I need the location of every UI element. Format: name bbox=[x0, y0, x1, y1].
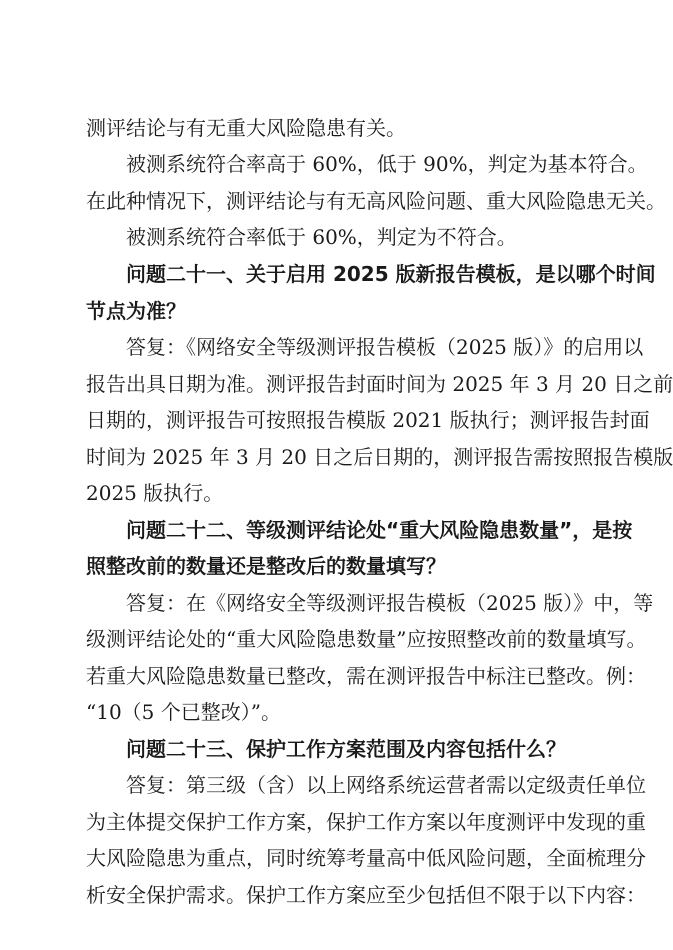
answer-21-line-1: 答复：《网络安全等级测评报告模板（2025 版）》的启用以 bbox=[126, 335, 644, 359]
question-21-heading-cont: 节点为准？ bbox=[86, 299, 186, 323]
question-22-heading-cont: 照整改前的数量还是整改后的数量填写？ bbox=[86, 554, 446, 578]
text-line-non-compliance: 被测系统符合率低于 60%，判定为不符合。 bbox=[126, 225, 517, 249]
answer-21-line-3: 日期的，测评报告可按照报告模版 2021 版执行；测评报告封面 bbox=[86, 408, 650, 432]
text-line-basic-compliance-note: 在此种情况下，测评结论与有无高风险问题、重大风险隐患无关。 bbox=[86, 189, 666, 213]
answer-21-line-4: 时间为 2025 年 3 月 20 日之后日期的，测评报告需按照报告模版 bbox=[86, 445, 673, 469]
answer-21-line-2: 报告出具日期为准。测评报告封面时间为 2025 年 3 月 20 日之前 bbox=[86, 372, 673, 396]
answer-23-line-4: 析安全保护需求。保护工作方案应至少包括但不限于以下内容： bbox=[86, 883, 646, 907]
question-23-heading: 问题二十三、保护工作方案范围及内容包括什么？ bbox=[126, 737, 566, 761]
text-line-basic-compliance: 被测系统符合率高于 60%，低于 90%，判定为基本符合。 bbox=[126, 152, 648, 176]
answer-23-line-2: 为主体提交保护工作方案，保护工作方案以年度测评中发现的重 bbox=[86, 810, 646, 834]
text-line-conclusion: 测评结论与有无重大风险隐患有关。 bbox=[86, 116, 406, 140]
question-21-heading: 问题二十一、关于启用 2025 版新报告模板，是以哪个时间 bbox=[126, 262, 656, 286]
question-22-heading: 问题二十二、等级测评结论处“重大风险隐患数量”，是按 bbox=[126, 518, 633, 542]
answer-23-line-1: 答复：第三级（含）以上网络系统运营者需以定级责任单位 bbox=[126, 773, 646, 797]
answer-22-line-4: “10（5 个已整改）”。 bbox=[86, 700, 281, 724]
answer-22-line-2: 级测评结论处的“重大风险隐患数量”应按照整改前的数量填写。 bbox=[86, 627, 647, 651]
answer-22-line-3: 若重大风险隐患数量已整改，需在测评报告中标注已整改。例： bbox=[86, 664, 646, 688]
answer-21-line-5: 2025 版执行。 bbox=[86, 481, 224, 505]
answer-22-line-1: 答复：在《网络安全等级测评报告模板（2025 版）》中，等 bbox=[126, 591, 654, 615]
answer-23-line-3: 大风险隐患为重点，同时统筹考量高中低风险问题，全面梳理分 bbox=[86, 846, 646, 870]
